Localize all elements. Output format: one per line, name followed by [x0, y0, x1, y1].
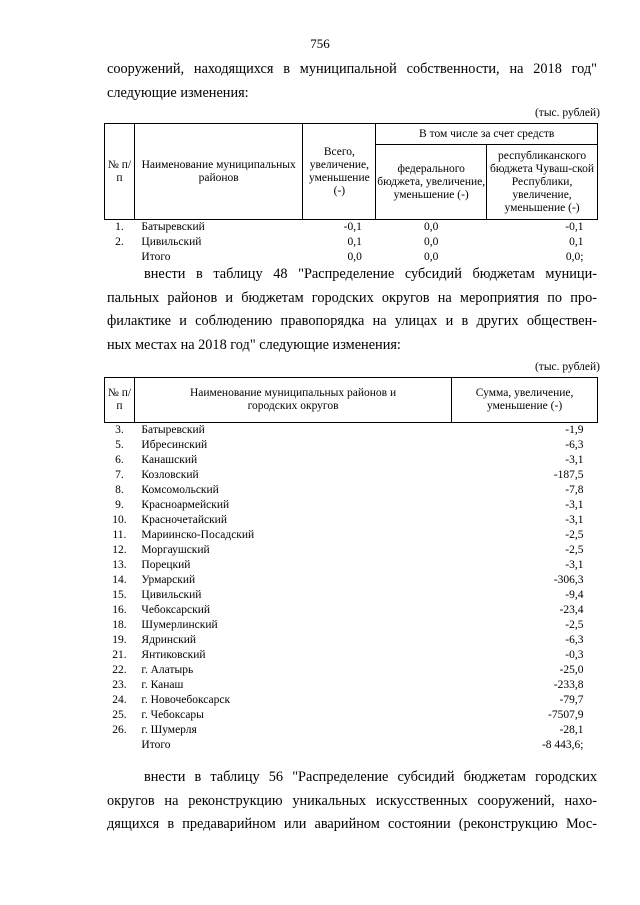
row-name: Канашский [141, 454, 198, 466]
table-row [105, 220, 598, 236]
row-sum: -6,3 [565, 439, 584, 451]
row-name: Батыревский [141, 221, 205, 233]
row-republic: -0,1 [565, 221, 584, 233]
table-row [105, 723, 598, 738]
row-federal: 0,0 [424, 221, 439, 233]
row-num: 2. [115, 236, 124, 248]
header-group: В том числе за счет средств [376, 124, 598, 145]
row-name: г. Алатырь [141, 664, 194, 676]
table-row [105, 483, 598, 498]
row-sum: -2,5 [565, 529, 584, 541]
row-federal: 0,0 [424, 236, 439, 248]
table-row [105, 498, 598, 513]
row-num: 15. [112, 589, 127, 601]
row-name: г. Новочебоксарск [141, 694, 231, 706]
header-num: № п/п [105, 124, 135, 220]
row-sum: -28,1 [559, 724, 584, 736]
table2-units: (тыс. рублей) [534, 361, 600, 373]
table2 [104, 377, 598, 753]
row-num: 9. [115, 499, 124, 511]
table-row [105, 663, 598, 678]
table1-units: (тыс. рублей) [534, 107, 600, 119]
row-num: 10. [112, 514, 127, 526]
row-name: Ибресинский [141, 439, 208, 451]
row-name: Батыревский [141, 424, 205, 436]
row-sum: -7,8 [565, 484, 584, 496]
table-row [105, 528, 598, 543]
row-num: 8. [115, 484, 124, 496]
row-num: 24. [112, 694, 127, 706]
table-row [105, 648, 598, 663]
row-name: Козловский [141, 469, 199, 481]
row-sum: -306,3 [553, 574, 584, 586]
table-row [105, 708, 598, 723]
intro-line: следующие изменения: [107, 84, 249, 101]
row-name: Итого [141, 739, 171, 751]
table1-header-row [105, 124, 598, 145]
row-sum: -23,4 [559, 604, 584, 616]
table2-header-row [105, 378, 598, 423]
row-name: Итого [141, 251, 171, 263]
row-num: 22. [112, 664, 127, 676]
paragraph-table48 [107, 263, 597, 357]
row-name: Моргаушский [141, 544, 210, 556]
row-num: 21. [112, 649, 127, 661]
paragraph-line: дящихся в предаварийном или аварийном состоянии (реконструкцию Мос- [107, 816, 597, 832]
table-row [105, 543, 598, 558]
header-name: Наименование муниципальных районов и городских округов [134, 378, 451, 423]
row-num: 18. [112, 619, 127, 631]
row-name: Янтиковский [141, 649, 206, 661]
row-num: 12. [112, 544, 127, 556]
intro-paragraph [107, 58, 597, 105]
row-num [105, 738, 135, 753]
table-row [105, 558, 598, 573]
row-federal: 0,0 [424, 251, 439, 263]
table-row [105, 603, 598, 618]
row-name: Красноармейский [141, 499, 230, 511]
paragraph-line: округов на реконструкцию уникальных искусственных сооружений, нахо- [107, 792, 597, 809]
table-row [105, 513, 598, 528]
row-name: г. Шумерля [141, 724, 197, 736]
table2-body [105, 423, 598, 754]
table-row [105, 618, 598, 633]
row-num: 13. [112, 559, 127, 571]
row-name: Мариинско-Посадский [141, 529, 255, 541]
row-sum: -3,1 [565, 514, 584, 526]
table-row [105, 468, 598, 483]
row-sum: -25,0 [559, 664, 584, 676]
row-name: Комсомольский [141, 484, 219, 496]
table-row [105, 573, 598, 588]
row-name: Цивильский [141, 236, 202, 248]
row-name: Шумерлинский [141, 619, 218, 631]
row-name: Урмарский [141, 574, 196, 586]
row-total: 0,1 [347, 236, 362, 248]
row-num: 19. [112, 634, 127, 646]
header-federal: федерального бюджета, увеличение, уменьшение (-) [376, 145, 487, 220]
row-sum: -9,4 [565, 589, 584, 601]
row-republic: 0,0; [565, 251, 584, 263]
row-total: -0,1 [343, 221, 362, 233]
row-sum: -2,5 [565, 619, 584, 631]
row-sum: -8 443,6; [541, 739, 584, 751]
row-republic: 0,1 [569, 236, 584, 248]
row-name: Чебоксарский [141, 604, 211, 616]
table-row [105, 633, 598, 648]
row-sum: -6,3 [565, 634, 584, 646]
row-sum: -1,9 [565, 424, 584, 436]
intro-line: сооружений, находящихся в муниципальной собственности, на 2018 год" [107, 61, 597, 77]
header-num: № п/п [105, 378, 135, 423]
row-sum: -3,1 [565, 559, 584, 571]
row-sum: -2,5 [565, 544, 584, 556]
row-num: 23. [112, 679, 127, 691]
row-name: Ядринский [141, 634, 197, 646]
row-num: 25. [112, 709, 127, 721]
row-sum: -187,5 [553, 469, 584, 481]
row-num: 3. [115, 424, 124, 436]
paragraph-line: филактике и соблюдению правопорядка на улицах и в других обществен- [107, 313, 597, 329]
table-row [105, 235, 598, 250]
row-sum: -0,3 [565, 649, 584, 661]
paragraph-line: внести в таблицу 48 "Распределение субсидий бюджетам муници- [144, 266, 597, 282]
row-num: 1. [115, 221, 124, 233]
row-num: 5. [115, 439, 124, 451]
paragraph-line: ных местах на 2018 год" следующие изменения: [107, 336, 401, 353]
table-row [105, 588, 598, 603]
row-num: 14. [112, 574, 127, 586]
row-num: 16. [112, 604, 127, 616]
row-name: Цивильский [141, 589, 202, 601]
header-sum: Сумма, увеличение, уменьшение (-) [452, 378, 598, 423]
row-sum: -3,1 [565, 499, 584, 511]
row-name: г. Чебоксары [141, 709, 204, 721]
row-sum: -79,7 [559, 694, 584, 706]
paragraph-line: внести в таблицу 56 "Распределение субсидий бюджетам городских [144, 769, 597, 785]
table-row [105, 738, 598, 753]
row-num: 6. [115, 454, 124, 466]
table-row [105, 423, 598, 439]
row-sum: -7507,9 [548, 709, 584, 721]
table-row [105, 678, 598, 693]
row-name: Порецкий [141, 559, 191, 571]
row-name: г. Канаш [141, 679, 184, 691]
table-row [105, 453, 598, 468]
row-num: 26. [112, 724, 127, 736]
table1 [104, 123, 598, 265]
row-sum: -233,8 [553, 679, 584, 691]
header-republic: республиканского бюджета Чуваш-ской Республики, увеличение, уменьшение (-) [487, 145, 598, 220]
table-row [105, 693, 598, 708]
row-sum: -3,1 [565, 454, 584, 466]
table-row [105, 438, 598, 453]
paragraph-line: пальных районов и бюджетам городских округов на мероприятия по про- [107, 289, 597, 306]
row-num: 7. [115, 469, 124, 481]
row-name: Красночетайский [141, 514, 227, 526]
paragraph-table56 [107, 766, 597, 837]
page-number: 756 [310, 36, 330, 51]
row-total: 0,0 [347, 251, 362, 263]
header-total: Всего, увеличение, уменьшение (-) [303, 124, 376, 220]
row-num: 11. [112, 529, 127, 541]
header-name: Наименование муниципальных районов [134, 124, 303, 220]
